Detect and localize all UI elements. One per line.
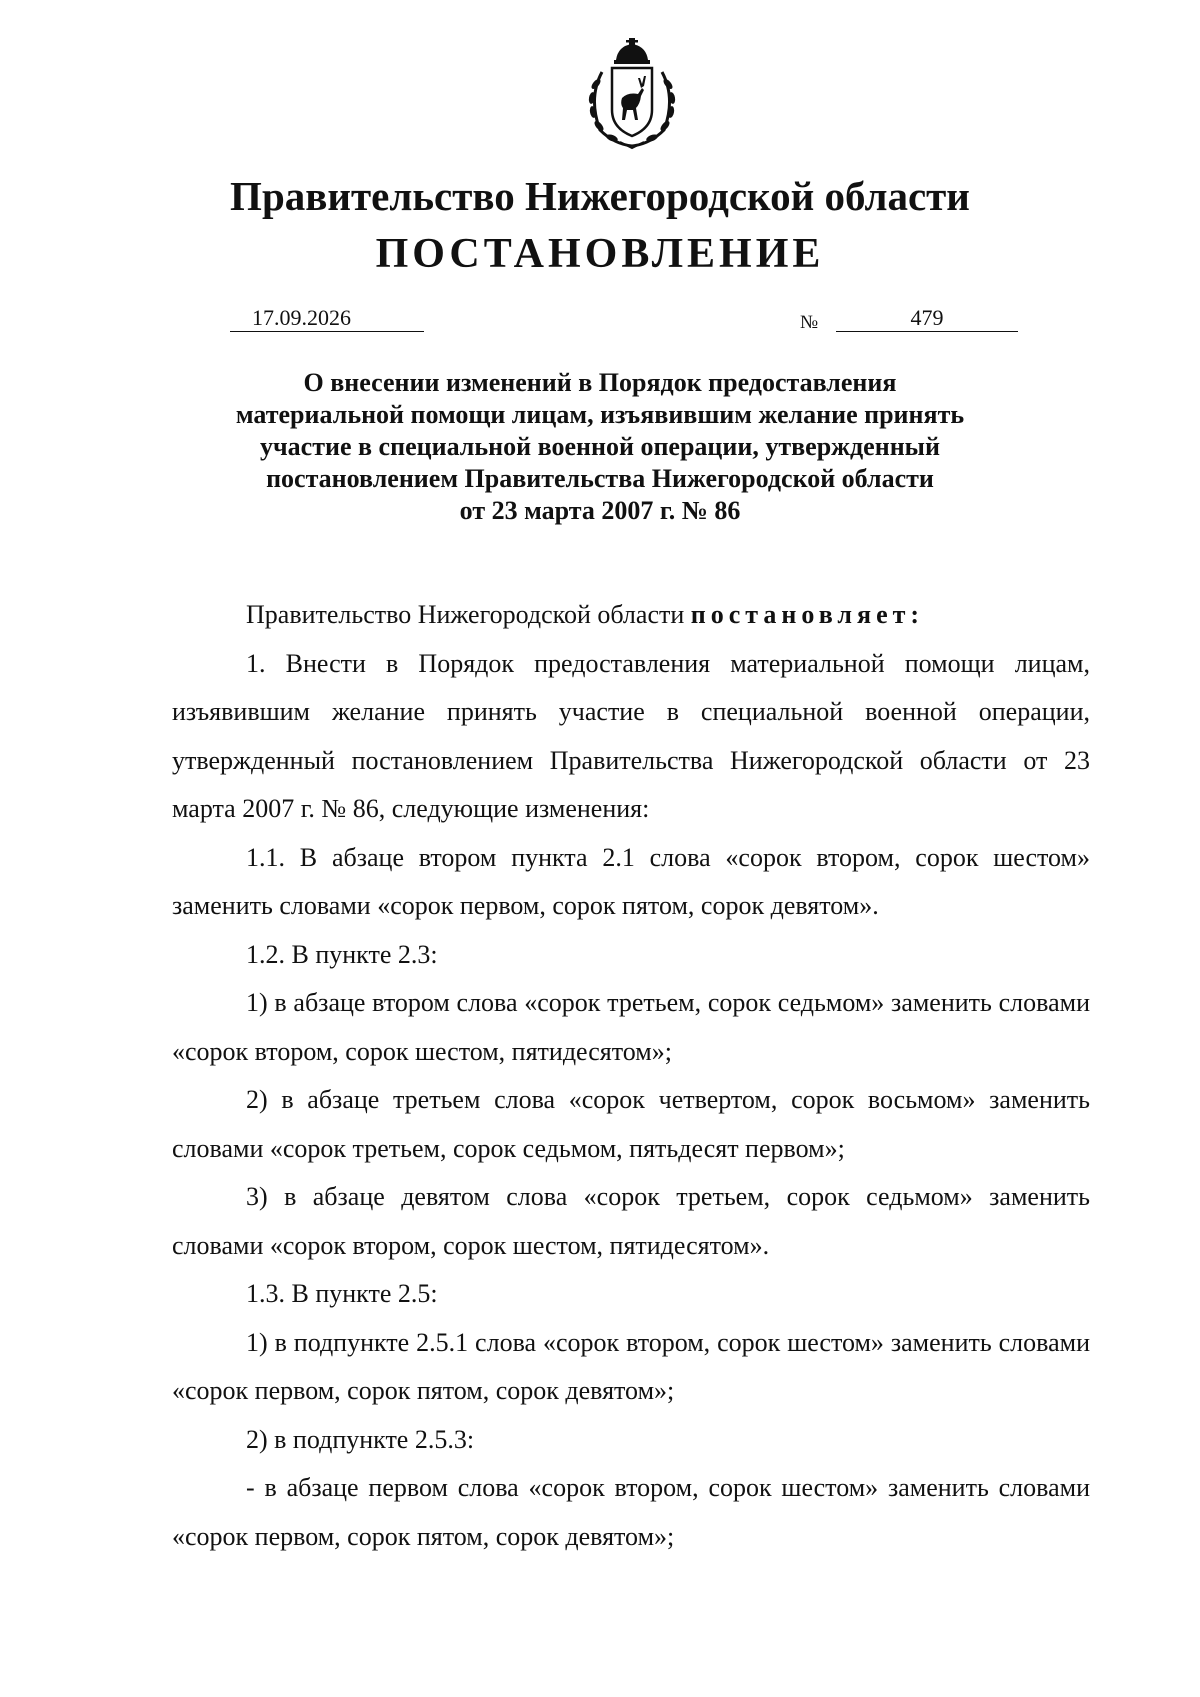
- intro-action: постановляет:: [690, 600, 925, 629]
- body-paragraph: 2) в подпункте 2.5.3:: [246, 1424, 475, 1454]
- date-value: 17.09.2026: [252, 305, 351, 330]
- subject-line: от 23 марта 2007 г. № 86: [459, 496, 741, 525]
- number-label: №: [800, 312, 819, 333]
- coat-of-arms-icon: [580, 38, 684, 150]
- document-subject: [150, 367, 1050, 527]
- subject-line: О внесении изменений в Порядок предоставления: [303, 368, 897, 397]
- body-paragraph: 1.1. В абзаце втором пункта 2.1 слова «сорок втором, сорок шестом» заменить словами «сорок первом, сорок пятом, сорок девятом».: [172, 842, 1090, 920]
- body-paragraph: 1. Внести в Порядок предоставления материальной помощи лицам, изъявившим желание принять участие в специальной военной операции, утвержденный постановлением Правительства Нижегородской области от 23 марта 2007 г. № 86, следующие изменения:: [172, 648, 1090, 823]
- intro-paragraph: [172, 591, 1090, 640]
- body-paragraph: 1.3. В пункте 2.5:: [246, 1279, 438, 1308]
- body-paragraph: 1.2. В пункте 2.3:: [246, 939, 438, 969]
- body-paragraph: - в абзаце первом слова «сорок втором, сорок шестом» заменить словами «сорок первом, сорок пятом, сорок девятом»;: [172, 1473, 1090, 1551]
- document-number: 479: [836, 305, 1018, 332]
- document-body: [172, 591, 1090, 1561]
- intro-text: Правительство Нижегородской области: [246, 600, 691, 629]
- document-date: [230, 305, 424, 332]
- subject-line: участие в специальной военной операции, утвержденный: [260, 432, 940, 461]
- document-type: ПОСТАНОВЛЕНИЕ: [375, 231, 825, 277]
- subject-line: материальной помощи лицам, изъявившим желание принять: [235, 400, 965, 429]
- subject-line: постановлением Правительства Нижегородской области: [266, 464, 934, 493]
- body-paragraph: 3) в абзаце девятом слова «сорок третьем, сорок седьмом» заменить словами «сорок втором, сорок шестом, пятидесятом».: [172, 1182, 1090, 1260]
- body-paragraph: 1) в подпункте 2.5.1 слова «сорок втором, сорок шестом» заменить словами «сорок первом, сорок пятом, сорок девятом»;: [172, 1327, 1090, 1405]
- body-paragraph: 2) в абзаце третьем слова «сорок четвертом, сорок восьмом» заменить словами «сорок третьем, сорок седьмом, пятьдесят первом»;: [172, 1085, 1090, 1163]
- body-paragraph: 1) в абзаце втором слова «сорок третьем, сорок седьмом» заменить словами «сорок втором, сорок шестом, пятидесятом»;: [172, 988, 1090, 1066]
- organization-title: Правительство Нижегородской области: [230, 173, 970, 219]
